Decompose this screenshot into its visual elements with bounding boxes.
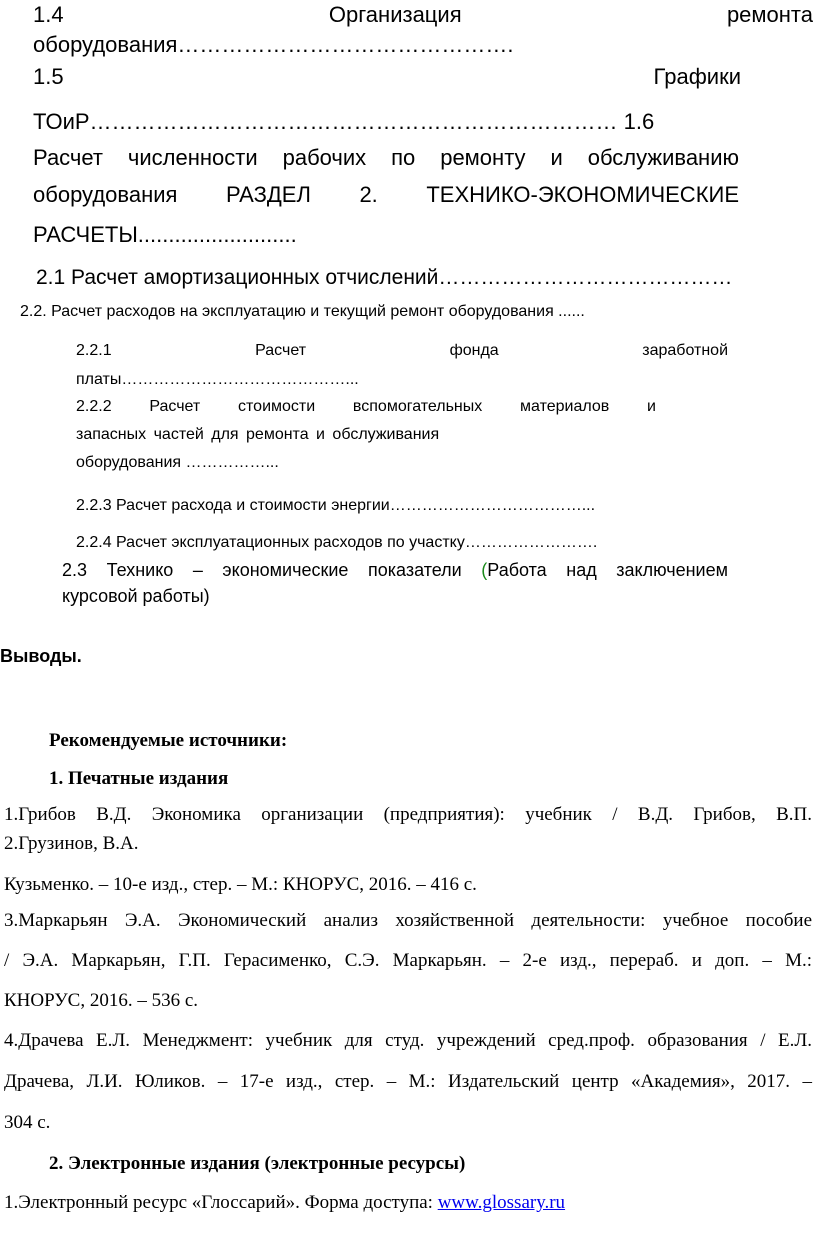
toc-line-2-3-cont: курсовой работы) (62, 586, 210, 606)
toc-line-2-2-4: 2.2.4 Расчет эксплуатационных расходов по участку……………………. (76, 534, 598, 551)
electronic-reference-1-text: 1.Электронный ресурс «Глоссарий». Форма доступа: (4, 1192, 438, 1213)
toc-line-1-4-cont: оборудования………………………………………. (33, 32, 514, 57)
toc-line-2-1: 2.1 Расчет амортизационных отчислений…………………………………… (36, 266, 733, 289)
print-sources-heading: 1. Печатные издания (49, 768, 229, 789)
toc-line-calculations: РАСЧЕТЫ.......................... (33, 222, 297, 247)
glossary-link[interactable]: www.glossary.ru (437, 1192, 566, 1213)
reference-1-line-1: 1.Грибов В.Д. Экономика организации (предприятия): учебник / В.Д. Грибов, В.П. (4, 804, 812, 825)
toc-line-2-3 (62, 560, 728, 581)
reference-3-line-3: КНОРУС, 2016. – 536 с. (4, 990, 199, 1011)
reference-4-line-3: 304 с. (4, 1112, 51, 1133)
toc-line-2-2-2-end: оборудования ……………... (76, 454, 279, 471)
reference-3-line-2: / Э.А. Маркарьян, Г.П. Герасименко, С.Э. Маркарьян. – 2-е изд., перераб. и доп. – М.: (4, 950, 812, 971)
sources-heading: Рекомендуемые источники: (49, 730, 288, 751)
toc-line-2-2-2-cont (76, 426, 439, 444)
toc-2-3-paren: ( (481, 560, 488, 580)
toc-line-2-2-2: 2.2.2 Расчет стоимости вспомогательных материалов и (76, 398, 656, 415)
toc-2-3-main: 2.3 Технико – экономические показатели (62, 560, 482, 580)
reference-4-line-1: 4.Драчева Е.Л. Менеджмент: учебник для студ. учреждений сред.проф. образования / Е.Л. (4, 1030, 812, 1051)
electronic-reference-1 (4, 1192, 565, 1214)
toc-line-2-2-1-cont: платы……………………………………... (76, 371, 359, 388)
electronic-sources-heading: 2. Электронные издания (электронные ресурсы) (49, 1153, 466, 1174)
toc-line-2-2: 2.2. Расчет расходов на эксплуатацию и текущий ремонт оборудования ...... (20, 303, 585, 320)
toc-line-1-5: 1.5 Графики (33, 64, 741, 89)
reference-4-line-2: Драчева, Л.И. Юликов. – 17-е изд., стер. – М.: Издательский центр «Академия», 2017. – (4, 1071, 812, 1092)
toc-line-1-4: 1.4 Организация ремонта (33, 2, 813, 27)
toc-2-3-rest: Работа над заключением (487, 560, 728, 580)
toc-line-section-2: оборудования РАЗДЕЛ 2. ТЕХНИКО-ЭКОНОМИЧЕСКИЕ (33, 182, 739, 207)
reference-1-line-3: Кузьменко. – 10-е изд., стер. – М.: КНОРУС, 2016. – 416 с. (4, 874, 477, 895)
toc-line-1-6: Расчет численности рабочих по ремонту и обслуживанию (33, 145, 739, 170)
reference-3-line-1: 3.Маркарьян Э.А. Экономический анализ хозяйственной деятельности: учебное пособие (4, 910, 812, 931)
toc-line-2-2-1: 2.2.1 Расчет фонда заработной (76, 342, 728, 359)
toc-line-toir: ТОиР……………………………………………………………… 1.6 (33, 109, 655, 134)
reference-1-line-2: 2.Грузинов, В.А. (4, 833, 139, 854)
toc-line-2-2-3: 2.2.3 Расчет расхода и стоимости энергии………………………………... (76, 497, 596, 514)
conclusions-heading: Выводы. (0, 646, 82, 666)
toc-2-2-2-parts: запасных частей для ремонта и обслуживания (76, 426, 440, 443)
